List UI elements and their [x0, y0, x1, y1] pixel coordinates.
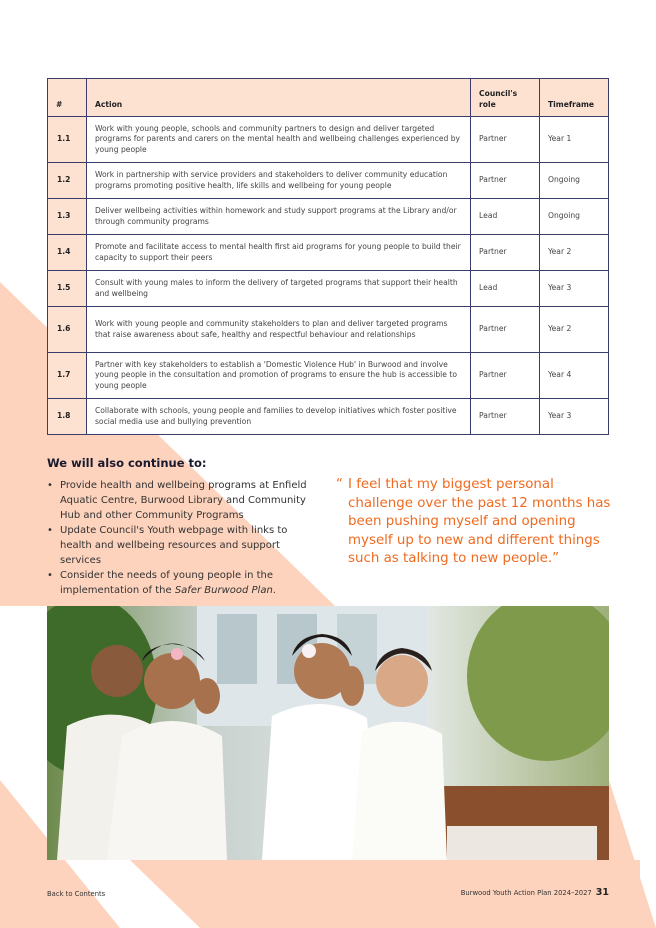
row-timeframe: Year 3 [540, 399, 609, 435]
header-role: Council's role [471, 79, 540, 117]
row-role: Partner [471, 117, 540, 163]
table-row [48, 307, 609, 353]
list-item: • Update Council's Youth webpage with links to health and wellbeing resources and support services [47, 523, 322, 568]
row-num: 1.1 [48, 117, 87, 163]
row-role: Lead [471, 199, 540, 235]
row-role: Partner [471, 163, 540, 199]
actions-table [47, 78, 609, 435]
row-num: 1.7 [48, 353, 87, 399]
row-num: 1.5 [48, 271, 87, 307]
row-action: Work in partnership with service providers and stakeholders to deliver community education programs promoting positive health, life skills and wellbeing for young people [86, 163, 470, 199]
row-action: Work with young people and community stakeholders to plan and deliver targeted programs that raise awareness about safe, healthy and respectful behaviour and relationships [86, 307, 470, 353]
photo-illustration [47, 606, 609, 860]
table-row [48, 353, 609, 399]
footer-doc-title: Burwood Youth Action Plan 2024–2027 [460, 889, 592, 897]
table-row [48, 117, 609, 163]
actions-table-wrapper [47, 78, 609, 435]
row-num: 1.6 [48, 307, 87, 353]
row-timeframe: Year 4 [540, 353, 609, 399]
row-action: Collaborate with schools, young people and families to develop initiatives which foster positive social media use and bullying prevention [86, 399, 470, 435]
plan-name: Safer Burwood Plan [174, 585, 273, 596]
row-action: Consult with young males to inform the delivery of targeted programs that support their health and wellbeing [86, 271, 470, 307]
row-num: 1.2 [48, 163, 87, 199]
row-timeframe: Ongoing [540, 199, 609, 235]
continue-heading: We will also continue to: [47, 456, 207, 470]
row-action: Deliver wellbeing activities within homework and study support programs at the Library and/or through community programs [86, 199, 470, 235]
row-action: Promote and facilitate access to mental health first aid programs for young people to build their capacity to support their peers [86, 235, 470, 271]
row-timeframe: Year 2 [540, 235, 609, 271]
row-role: Partner [471, 353, 540, 399]
list-item [47, 568, 322, 598]
continue-section [47, 456, 322, 598]
header-action: Action [86, 79, 470, 117]
row-timeframe: Year 3 [540, 271, 609, 307]
row-timeframe: Year 2 [540, 307, 609, 353]
pull-quote [336, 476, 611, 569]
row-timeframe: Ongoing [540, 163, 609, 199]
row-num: 1.8 [48, 399, 87, 435]
row-action: Partner with key stakeholders to establish a 'Domestic Violence Hub' in Burwood and involve young people in the consultation and promotion of programs to ensure the hub is accessible to young people [86, 353, 470, 399]
header-num: # [48, 79, 87, 117]
table-row [48, 271, 609, 307]
table-row [48, 399, 609, 435]
row-role: Partner [471, 399, 540, 435]
table-row [48, 199, 609, 235]
row-role: Partner [471, 235, 540, 271]
list-item-end: . [272, 585, 276, 596]
row-num: 1.4 [48, 235, 87, 271]
back-to-contents-link[interactable]: Back to Contents [47, 890, 106, 898]
table-header-row [48, 79, 609, 117]
row-num: 1.3 [48, 199, 87, 235]
photo-young-people [47, 606, 609, 860]
row-timeframe: Year 1 [540, 117, 609, 163]
row-role: Lead [471, 271, 540, 307]
footer-doc-info [461, 887, 609, 898]
quote-mark-icon: “ [336, 477, 343, 492]
list-item: • Provide health and wellbeing programs at Enfield Aquatic Centre, Burwood Library and Community Hub and other Community Programs [47, 478, 322, 523]
page-number: 31 [595, 887, 609, 898]
table-row [48, 163, 609, 199]
table-row [48, 235, 609, 271]
quote-text: I feel that my biggest personal challenge over the past 12 months has been pushing myself and opening myself up to new and different things such as talking to new people.” [348, 477, 611, 566]
continue-list [47, 478, 322, 598]
header-timeframe: Timeframe [540, 79, 609, 117]
row-role: Partner [471, 307, 540, 353]
list-item-text: Consider the needs of young people in the implementation of the [60, 570, 274, 596]
row-action: Work with young people, schools and community partners to design and deliver targeted programs for parents and carers on the mental health and wellbeing challenges experienced by young people [86, 117, 470, 163]
